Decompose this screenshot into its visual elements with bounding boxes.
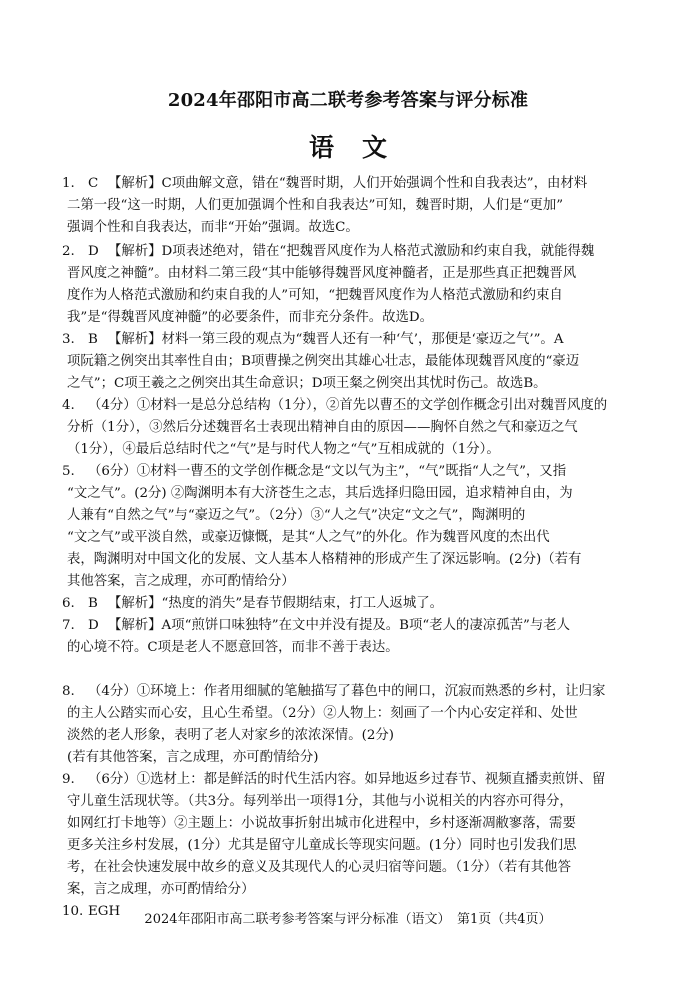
page-title: 2024年邵阳市高二联考参考答案与评分标准 [167, 90, 529, 111]
question-number: 5. [62, 464, 75, 479]
question-number: 9. [62, 772, 75, 787]
answer-line: 的主人公踏实而心安，且心生希望。（2分）②人物上：刻画了一个内心安定祥和、处世 [67, 706, 578, 721]
answer-line: 【解析】C项曲解文意，错在“魏晋时期，人们开始强调个性和自我表达”，由材料 [108, 176, 588, 191]
subject-heading: 语文 [308, 133, 415, 162]
answer-line: 晋风度之神髓”。由材料二第三段“其中能够得魏晋风度神髓者，正是那些真正把魏晋风 [67, 266, 577, 281]
answer-line: 的心境不符。C项是老人不愿意回答，而非不善于表达。 [67, 640, 399, 655]
answer-choice: B [88, 596, 98, 611]
answer-line: “文之气”。(2分) ②陶渊明本有大济苍生之志，其后选择归隐田园，追求精神自由，为 [67, 486, 573, 501]
answer-item [0, 681, 696, 769]
answer-item [0, 395, 696, 461]
answer-line: 淡然的老人形象，表明了老人对家乡的浓浓深情。(2分) [67, 728, 394, 743]
question-number: 6. [62, 596, 75, 611]
answer-choice: EGH [88, 904, 121, 919]
question-number: 4. [62, 398, 75, 413]
answer-choice: C [88, 176, 99, 191]
answer-line: （1分），④最后总结时代之“气”是与时代人物之“气”互相成就的（1分）。 [67, 442, 500, 457]
question-number: 7. [62, 618, 75, 633]
answer-line: 度作为人格范式激励和约束自我的人”可知，“把魏晋风度作为人格范式激励和约束自 [67, 288, 563, 303]
answer-item [0, 329, 696, 395]
answer-line: 人兼有“自然之气”与“豪迈之气”。（2分）③“人之气”决定“文之气”，陶渊明的 [67, 508, 526, 523]
answer-line: 分析（1分），③然后分述魏晋名士表现出精神自由的原因——胸怀自然之气和豪迈之气 [67, 420, 578, 435]
question-number: 10. [62, 904, 84, 919]
answer-choice: D [88, 618, 99, 633]
question-number: 3. [62, 332, 75, 347]
question-number: 2. [62, 244, 75, 259]
answer-item [0, 173, 696, 239]
answer-line: 二第一段“这一时期，人们更加强调个性和自我表达”可知，魏晋时期，人们是“更加” [67, 198, 564, 213]
answer-item [0, 593, 696, 615]
answer-item [0, 461, 696, 593]
answer-item [0, 769, 696, 901]
answer-line: （6分）①材料一曹丕的文学创作概念是“文以气为主”，“气”既指“人之气”，又指 [88, 464, 567, 479]
answer-line: 表，陶渊明对中国文化的发展、文人基本人格精神的形成产生了深远影响。(2分)（若有 [67, 552, 582, 567]
answer-item [0, 615, 696, 659]
answer-line: “文之气”或平淡自然，或豪迈慷慨，是其“人之气”的外化。作为魏晋风度的杰出代 [67, 530, 550, 545]
question-number: 8. [62, 684, 75, 699]
answer-choice: D [88, 244, 99, 259]
answer-line: 案，言之成理，亦可酌情给分） [67, 882, 255, 897]
answer-line: (若有其他答案，言之成理，亦可酌情给分) [67, 750, 319, 765]
answer-line: 考，在社会快速发展中故乡的意义及其现代人的心灵归宿等问题。（1分）（若有其他答 [67, 860, 571, 875]
answer-line: 【解析】材料一第三段的观点为“魏晋人还有一种‘气’，那便是‘豪迈之气’”。A [108, 332, 564, 347]
answer-line: （6分）①选材上：都是鲜活的时代生活内容。如异地返乡过春节、视频直播卖煎饼、留 [88, 772, 606, 787]
answer-choice: B [88, 332, 98, 347]
answer-line: （4分）①环境上：作者用细腻的笔触描写了暮色中的闸口，沉寂而熟悉的乡村，让归家 [88, 684, 606, 699]
answer-line: 如网红打卡地等）②主题上：小说故事折射出城市化进程中，乡村逐渐凋敝寥落，需要 [67, 816, 576, 831]
answer-line: 【解析】“热度的消失”是春节假期结束，打工人返城了。 [108, 596, 444, 611]
answer-line: 【解析】D项表述绝对，错在“把魏晋风度作为人格范式激励和约束自我，就能得魏 [108, 244, 595, 259]
question-number: 1. [62, 176, 75, 191]
answer-line: 【解析】A项“煎饼口味独特”在文中并没有提及。B项“老人的凄凉孤苦”与老人 [108, 618, 571, 633]
page-footer: 2024年邵阳市高二联考参考答案与评分标准（语文） 第1页（共4页） [144, 912, 552, 927]
answer-line: （4分）①材料一是总分总结构（1分），②首先以曹丕的文学创作概念引出对魏晋风度的 [88, 398, 608, 413]
answer-line: 守儿童生活现状等。（共3分。每列举出一项得1分，其他与小说相关的内容亦可得分， [67, 794, 573, 809]
answer-line: 其他答案，言之成理，亦可酌情给分） [67, 574, 295, 589]
answer-item [0, 241, 696, 329]
answer-line: 强调个性和自我表达，而非“开始”强调。故选C。 [67, 220, 359, 235]
answer-line: 我”是“得魏晋风度神髓”的必要条件，而非充分条件。故选D。 [67, 310, 434, 325]
answer-line: 更多关注乡村发展，(1分）尤其是留守儿童成长等现实问题。(1分）同时也引发我们思 [67, 838, 577, 853]
answer-line: 之气”；C项王羲之之例突出其生命意识；D项王粲之例突出其忧时伤己。故选B。 [67, 376, 547, 391]
answer-line: 项阮籍之例突出其率性自由；B项曹操之例突出其雄心壮志，最能体现魏晋风度的“豪迈 [67, 354, 580, 369]
